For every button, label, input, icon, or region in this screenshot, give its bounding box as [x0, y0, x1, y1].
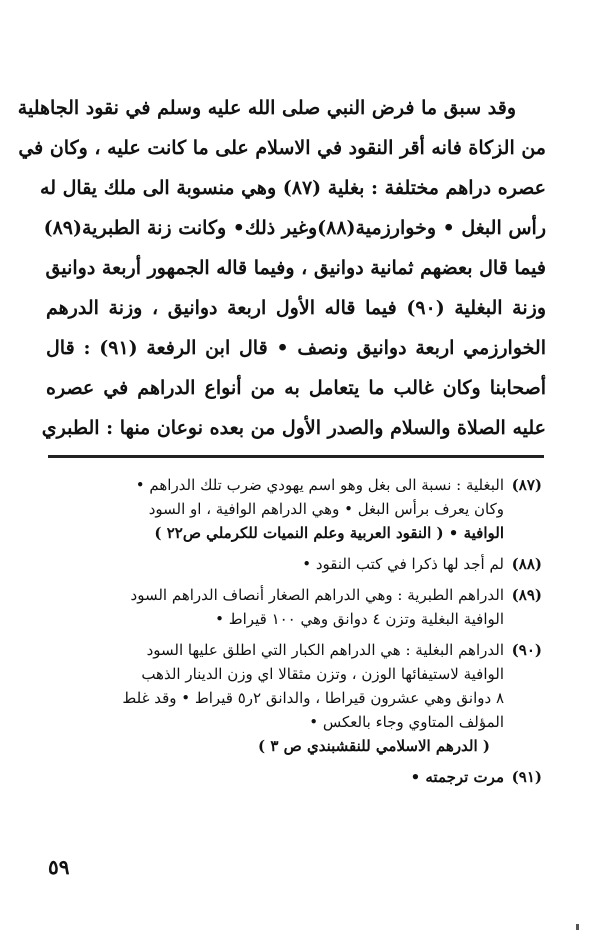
footnote-line: الدراهم الطبرية : وهي الدراهم الصغار أنصاف الدراهم السود [130, 586, 504, 604]
main-text-line: رأس البغل • وخوارزمية(٨٨)وغير ذلك• وكانت زنة الطبرية(٨٩) [43, 217, 546, 239]
main-text-line: وزنة البغلية (٩٠) فيما قاله الأول اربعة دوانيق ، وزنة الدرهم [46, 297, 546, 319]
footnote-line: المؤلف المتاوي وجاء بالعكس • [309, 713, 504, 731]
main-text-line: فيما قال بعضهم ثمانية دوانيق ، وفيما قاله الجمهور أربعة دوانيق [45, 257, 546, 279]
footnote-line: الوافية • ( النقود العربية وعلم النميات للكرملي ص٢٢ ) [154, 524, 504, 542]
page-number: ٥٩ [48, 855, 70, 879]
footnote-body [50, 473, 542, 545]
footnote-body [50, 638, 542, 758]
footnote-line: مرت ترجمته • [410, 768, 504, 786]
footnote-body [50, 552, 542, 576]
main-text-line: الخوارزمي اربعة دوانيق ونصف • قال ابن الرفعة (٩١) : قال [46, 337, 546, 359]
footnote-88 [50, 552, 542, 576]
footnote-number: (٩٠) [511, 641, 542, 659]
footnote-body [50, 765, 542, 789]
footnote-line: البغلية : نسبة الى بغل وهو اسم يهودي ضرب تلك الدراهم • [135, 476, 504, 494]
footnote-source: ( الدرهم الاسلامي للنقشبندي ص ٣ ) [258, 737, 490, 755]
footnote-90 [50, 638, 542, 758]
footnote-divider [48, 455, 544, 458]
main-text-line: عصره دراهم مختلفة : بغلية (٨٧) وهي منسوبة الى ملك يقال له [40, 177, 546, 199]
footnote-87 [50, 473, 542, 545]
footnote-89 [50, 583, 542, 631]
footnote-body [50, 583, 542, 631]
footnote-line: وكان يعرف برأس البغل • وهي الدراهم الوافية ، او السود [148, 500, 504, 518]
footnote-number: (٨٨) [511, 555, 542, 573]
footnote-number: (٨٩) [511, 586, 542, 604]
footnote-number: (٩١) [511, 768, 542, 786]
footnote-line: الوافية لاستيفائها الوزن ، وتزن مثقالا اي وزن الدينار الذهب [141, 665, 504, 683]
main-text-line: من الزكاة فانه أقر النقود في الاسلام على ما كانت عليه ، وكان في [18, 137, 546, 159]
footnote-number: (٨٧) [511, 476, 542, 494]
footnote-91 [50, 765, 542, 789]
main-text-line: أصحابنا وكان غالب ما يتعامل به من أنواع الدراهم في عصره [46, 377, 546, 399]
main-text-line: عليه الصلاة والسلام والصدر الأول من بعده نوعان منها : الطبري [41, 417, 546, 439]
main-text-line: وقد سبق ما فرض النبي صلى الله عليه وسلم في نقود الجاهلية [17, 97, 516, 119]
main-paragraph [17, 88, 546, 448]
footnote-line: الدراهم البغلية : هي الدراهم الكبار التي اطلق عليها السود [146, 641, 504, 659]
scan-mark [576, 924, 579, 930]
footnotes-section [50, 473, 542, 796]
footnote-line: ٨ دوانق وهي عشرون قيراطا ، والدانق ٢ر٥ قيراط • وقد غلط [122, 689, 504, 707]
footnote-line: الوافية البغلية وتزن ٤ دوانق وهي ١٠٠ قيراط • [215, 610, 504, 628]
footnote-line: لم أجد لها ذكرا في كتب النقود • [302, 555, 504, 573]
